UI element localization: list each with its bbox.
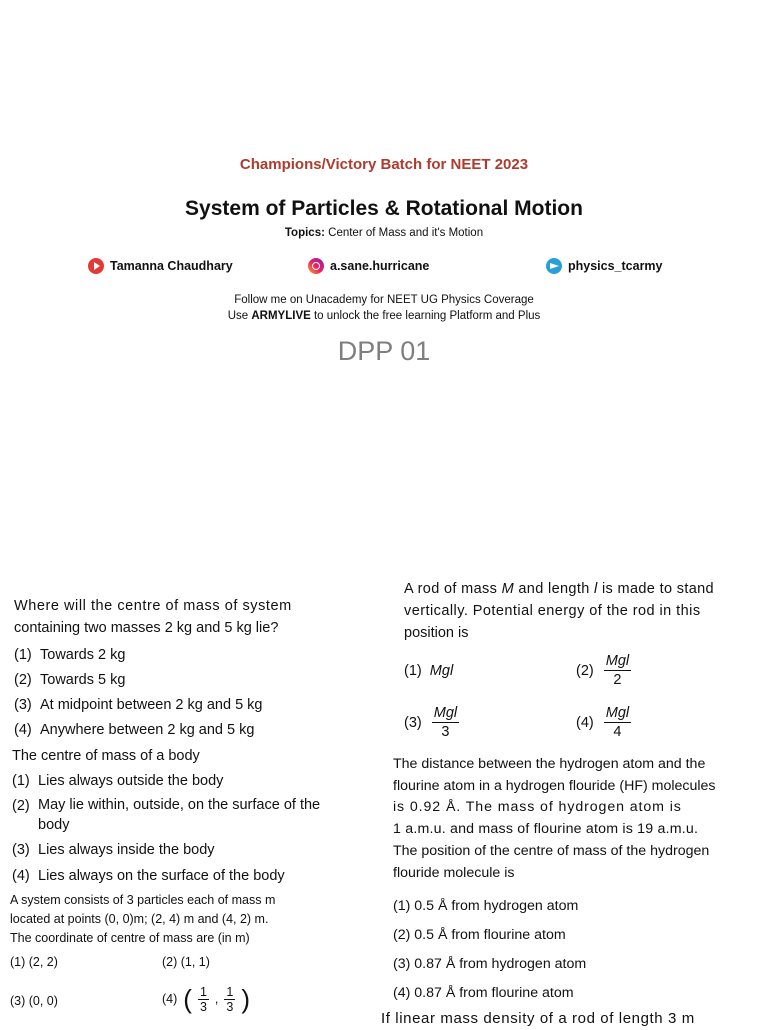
question-4-line-2: vertically. Potential energy of the rod in this (404, 603, 701, 619)
question-5-option-2: (2) 0.5 Å from flourine atom (393, 927, 566, 943)
topics-label: Topics: (284, 227, 325, 239)
promo-code: ARMYLIVE (251, 310, 311, 322)
telegram-handle (546, 258, 663, 274)
question-2-option-3: (3) Lies always inside the body (12, 842, 215, 858)
question-1-option-2: (2) Towards 5 kg (14, 672, 126, 688)
instagram-name: a.sane.hurricane (330, 259, 430, 273)
question-2-option-4: (4) Lies always on the surface of the body (12, 868, 285, 884)
question-3-option-4: (4) ( $\frac{1}{3}$ , $\frac{1}{3}$ ) (162, 984, 251, 1014)
question-1-option-3: (3) At midpoint between 2 kg and 5 kg (14, 697, 263, 713)
question-2-option-2: (2) May lie within, outside, on the surface of the body (12, 797, 321, 833)
question-1-option-4: (4) Anywhere between 2 kg and 5 kg (14, 722, 255, 738)
question-3-option-3: (3) (0, 0) (10, 994, 58, 1008)
question-5-line-3: is 0.92 Å. The mass of hydrogen atom is (393, 799, 682, 816)
youtube-icon (88, 258, 104, 274)
question-4-line-3: position is (404, 625, 469, 641)
question-5-line-1: The distance between the hydrogen atom and the (393, 756, 706, 772)
question-5-option-1: (1) 0.5 Å from hydrogen atom (393, 898, 579, 914)
follow-line-2: Use ARMYLIVE to unlock the free learning Platform and Plus (227, 310, 541, 322)
question-1-line-2: containing two masses 2 kg and 5 kg lie? (14, 620, 279, 636)
question-5-line-5: The position of the centre of mass of the hydrogen (393, 842, 710, 859)
question-4-line-1: A rod of mass M and length l is made to stand (404, 581, 714, 597)
youtube-name: Tamanna Chaudhary (110, 259, 233, 273)
follow-line-1: Follow me on Unacademy for NEET UG Physics Coverage (234, 294, 534, 306)
follow-note (0, 292, 768, 324)
page-title: System of Particles & Rotational Motion (185, 197, 583, 220)
question-3-line-2: located at points (0, 0)m; (2, 4) m and (4, 2) m. (10, 912, 269, 926)
youtube-handle (88, 258, 233, 274)
instagram-icon (308, 258, 324, 274)
question-5-line-6: flouride molecule is (393, 864, 515, 881)
question-5-option-4: (4) 0.87 Å from flourine atom (393, 985, 574, 1001)
dpp-title: DPP 01 (337, 336, 431, 366)
question-1-option-1: (1) Towards 2 kg (14, 647, 126, 663)
question-5-option-3: (3) 0.87 Å from hydrogen atom (393, 956, 587, 972)
question-4-option-1: (1) Mgl (404, 663, 454, 679)
question-4 (404, 578, 744, 644)
question-2 (12, 744, 357, 887)
question-5 (393, 754, 733, 884)
question-3-option-2: (2) (1, 1) (162, 955, 210, 969)
question-5-line-2: flourine atom in a hydrogen flouride (HF) molecules (393, 777, 716, 794)
question-1 (14, 595, 354, 743)
question-3-line-3: The coordinate of centre of mass are (in m) (10, 931, 250, 945)
batch-title: Champions/Victory Batch for NEET 2023 (239, 156, 529, 173)
question-3 (10, 891, 355, 948)
question-6-line-1: If linear mass density of a rod of length 3 m (381, 1010, 695, 1027)
question-2-option-1: (1) Lies always outside the body (12, 773, 224, 789)
question-3-line-1: A system consists of 3 particles each of mass m (10, 893, 276, 907)
question-4-option-2: (2) $\frac{\text{Mgl}}{2}$ (576, 653, 630, 688)
question-5-line-4: 1 a.m.u. and mass of flourine atom is 19 a.m.u. (393, 821, 699, 838)
topics-line (0, 227, 768, 239)
telegram-name: physics_tcarmy (568, 259, 663, 273)
instagram-handle (308, 258, 429, 274)
question-4-option-4: (4) $\frac{\text{Mgl}}{4}$ (576, 705, 630, 740)
telegram-icon (546, 258, 562, 274)
question-1-line-1: Where will the centre of mass of system (14, 598, 292, 614)
question-3-option-1: (1) (2, 2) (10, 955, 58, 969)
question-4-option-3: (3) $\frac{\text{Mgl}}{3}$ (404, 705, 458, 740)
question-5-options (393, 892, 586, 1008)
question-2-stem: The centre of mass of a body (12, 748, 200, 764)
topics-text: Center of Mass and it's Motion (328, 227, 484, 239)
